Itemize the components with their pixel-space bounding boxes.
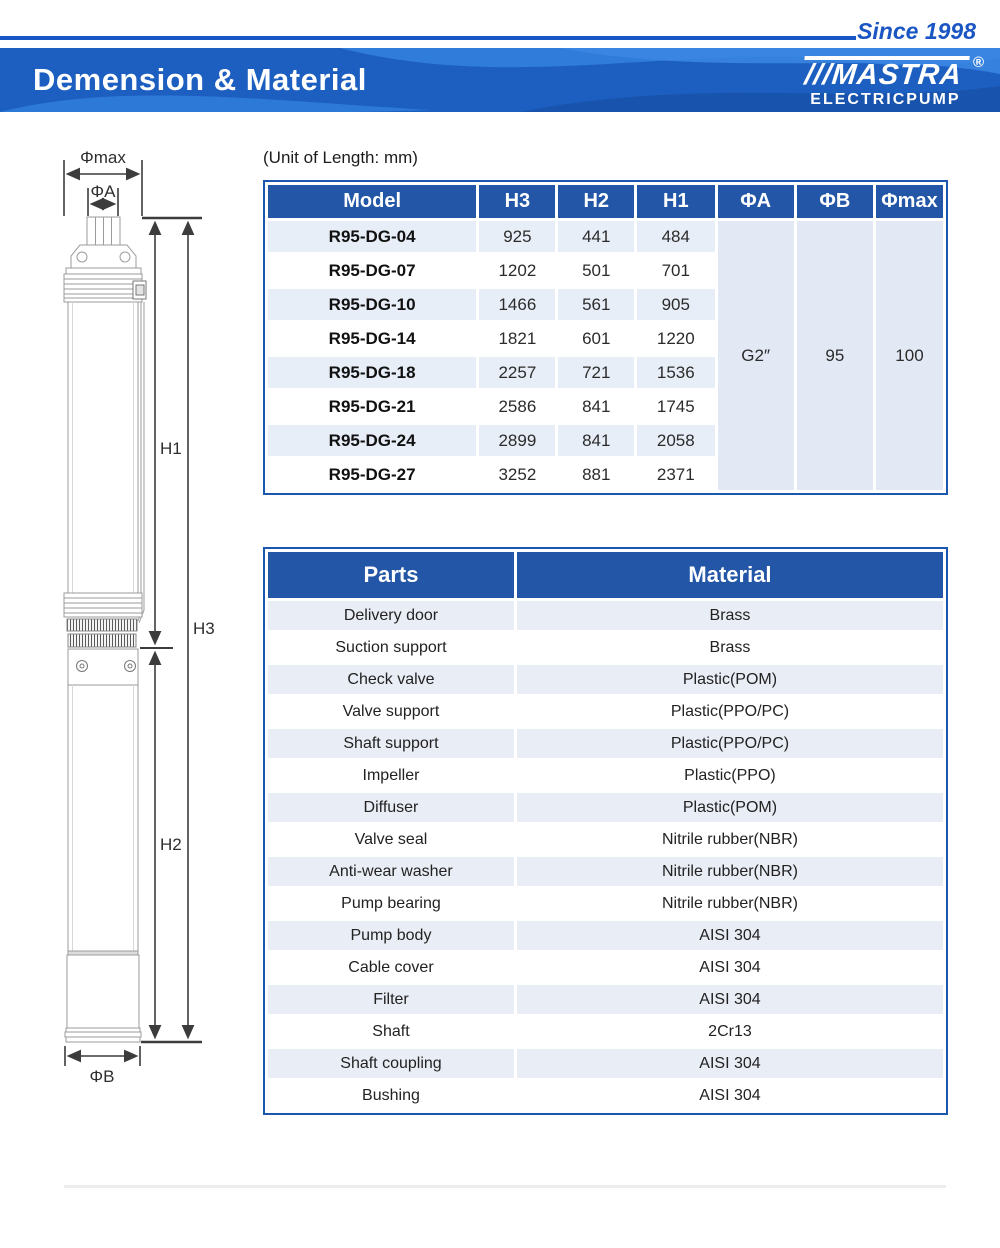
table-row: [268, 1081, 943, 1110]
cell-part: Filter: [268, 985, 514, 1014]
col-header-phi-b: ΦB: [797, 185, 873, 218]
cell-part: Cable cover: [268, 953, 514, 982]
cell-h1: 2371: [637, 459, 715, 490]
col-header-phi-a: ΦA: [718, 185, 794, 218]
col-header-material: Material: [517, 552, 943, 598]
col-header-model: Model: [268, 185, 476, 218]
cell-h3: 3252: [479, 459, 555, 490]
table-row: [268, 601, 943, 630]
cell-material: AISI 304: [517, 1081, 943, 1110]
cell-h1: 905: [637, 289, 715, 320]
cell-model: R95-DG-21: [268, 391, 476, 422]
table-row: [268, 857, 943, 886]
cell-h2: 841: [558, 391, 634, 422]
cell-material: Plastic(POM): [517, 793, 943, 822]
cell-part: Delivery door: [268, 601, 514, 630]
col-header-h3: H3: [479, 185, 555, 218]
page-bottom-divider: [64, 1185, 946, 1188]
registered-mark-icon: ®: [972, 54, 986, 71]
page-title: Demension & Material: [33, 62, 367, 97]
col-header-h1: H1: [637, 185, 715, 218]
cell-model: R95-DG-27: [268, 459, 476, 490]
table-row: [268, 633, 943, 662]
cell-part: Anti-wear washer: [268, 857, 514, 886]
col-header-phi-max: Φmax: [876, 185, 943, 218]
cell-material: AISI 304: [517, 953, 943, 982]
cell-h2: 841: [558, 425, 634, 456]
label-h2: H2: [160, 835, 182, 854]
cell-h1: 2058: [637, 425, 715, 456]
table-row: [268, 1017, 943, 1046]
cell-h2: 881: [558, 459, 634, 490]
brand-logo: [802, 54, 986, 109]
cell-part: Shaft: [268, 1017, 514, 1046]
table-row: [268, 665, 943, 694]
cell-part: Impeller: [268, 761, 514, 790]
cell-part: Check valve: [268, 665, 514, 694]
cell-h2: 721: [558, 357, 634, 388]
label-phi-max: Φmax: [80, 148, 126, 167]
cell-material: 2Cr13: [517, 1017, 943, 1046]
cell-part: Shaft support: [268, 729, 514, 758]
cell-h3: 2586: [479, 391, 555, 422]
table-row: [268, 221, 943, 252]
cell-part: Suction support: [268, 633, 514, 662]
cell-h2: 601: [558, 323, 634, 354]
cell-h3: 1821: [479, 323, 555, 354]
label-h3: H3: [193, 619, 215, 638]
material-table: [263, 547, 948, 1115]
cell-h3: 1466: [479, 289, 555, 320]
cell-part: Shaft coupling: [268, 1049, 514, 1078]
label-phi-a: ΦA: [90, 182, 116, 201]
cell-material: AISI 304: [517, 921, 943, 950]
since-text: Since 1998: [857, 18, 976, 44]
brand-logo-subtitle: ELECTRICPUMP: [810, 91, 961, 108]
table-row: [268, 985, 943, 1014]
cell-part: Diffuser: [268, 793, 514, 822]
cell-h3: 925: [479, 221, 555, 252]
cell-part: Valve support: [268, 697, 514, 726]
cell-part: Valve seal: [268, 825, 514, 854]
cell-material: Plastic(PPO/PC): [517, 729, 943, 758]
cell-h3: 2257: [479, 357, 555, 388]
cell-model: R95-DG-07: [268, 255, 476, 286]
table-row: [268, 793, 943, 822]
cell-h2: 501: [558, 255, 634, 286]
cell-part: Pump body: [268, 921, 514, 950]
cell-material: Brass: [517, 601, 943, 630]
cell-h2: 561: [558, 289, 634, 320]
cell-h2: 441: [558, 221, 634, 252]
table-row: [268, 761, 943, 790]
cell-h1: 1745: [637, 391, 715, 422]
label-h1: H1: [160, 439, 182, 458]
cell-model: R95-DG-10: [268, 289, 476, 320]
cell-h1: 1220: [637, 323, 715, 354]
cell-material: AISI 304: [517, 985, 943, 1014]
table-row: [268, 729, 943, 758]
cell-model: R95-DG-14: [268, 323, 476, 354]
unit-of-length-note: (Unit of Length: mm): [263, 148, 418, 167]
cell-h3: 1202: [479, 255, 555, 286]
cell-material: Brass: [517, 633, 943, 662]
dimension-table: [263, 180, 948, 495]
cell-material: Plastic(PPO/PC): [517, 697, 943, 726]
table-row: [268, 697, 943, 726]
col-header-h2: H2: [558, 185, 634, 218]
pump-body-outline: [64, 217, 146, 1042]
cell-phi-a-merged: G2″: [718, 221, 794, 490]
cell-material: Plastic(PPO): [517, 761, 943, 790]
header-band: [0, 48, 1000, 112]
table-row: [268, 889, 943, 918]
cell-material: AISI 304: [517, 1049, 943, 1078]
cell-material: Nitrile rubber(NBR): [517, 857, 943, 886]
label-phi-b: ΦB: [89, 1067, 115, 1086]
cell-material: Nitrile rubber(NBR): [517, 825, 943, 854]
cell-model: R95-DG-18: [268, 357, 476, 388]
cell-h3: 2899: [479, 425, 555, 456]
brand-logo-mark: [801, 54, 986, 91]
cell-h1: 484: [637, 221, 715, 252]
pump-technical-drawing: [0, 140, 260, 1100]
since-rule: [0, 36, 856, 40]
material-table-header-row: [268, 552, 943, 598]
dimension-table-header-row: [268, 185, 943, 218]
cell-material: Nitrile rubber(NBR): [517, 889, 943, 918]
cell-model: R95-DG-24: [268, 425, 476, 456]
col-header-parts: Parts: [268, 552, 514, 598]
cell-phi-b-merged: 95: [797, 221, 873, 490]
cell-model: R95-DG-04: [268, 221, 476, 252]
cell-phi-max-merged: 100: [876, 221, 943, 490]
brand-logo-text: ///MASTRA: [802, 59, 964, 91]
table-row: [268, 953, 943, 982]
cell-part: Pump bearing: [268, 889, 514, 918]
table-row: [268, 921, 943, 950]
table-row: [268, 1049, 943, 1078]
cell-h1: 701: [637, 255, 715, 286]
cell-part: Bushing: [268, 1081, 514, 1110]
cell-material: Plastic(POM): [517, 665, 943, 694]
table-row: [268, 825, 943, 854]
cell-h1: 1536: [637, 357, 715, 388]
